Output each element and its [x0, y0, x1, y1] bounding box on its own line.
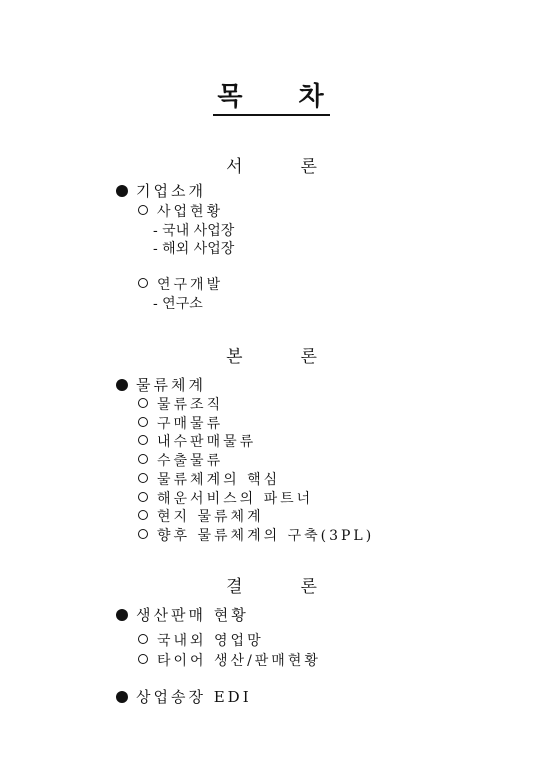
- list-item: 국내외 영업망: [138, 630, 264, 650]
- section-heading-body: 본 론: [226, 347, 317, 367]
- circle-bullet-icon: [138, 454, 148, 464]
- sub-bullet-research: 연구개발: [138, 274, 223, 294]
- filled-bullet-icon: [116, 379, 128, 391]
- circle-bullet-icon: [138, 278, 148, 288]
- list-item: - 연구소: [153, 296, 203, 312]
- list-item: 현지 물류체계: [138, 506, 264, 526]
- circle-bullet-icon: [138, 417, 148, 427]
- sub-bullet-business: 사업현황: [138, 201, 223, 221]
- list-item: 해운서비스의 파트너: [138, 488, 313, 508]
- circle-bullet-icon: [138, 435, 148, 445]
- list-item: 향후 물류체계의 구축(3PL): [138, 525, 374, 545]
- circle-bullet-icon: [138, 492, 148, 502]
- list-item: 타이어 생산/판매현황: [138, 650, 321, 670]
- bullet-sales: 생산판매 현황: [116, 604, 249, 625]
- circle-bullet-icon: [138, 473, 148, 483]
- bullet-logistics: 물류체계: [116, 374, 206, 395]
- filled-bullet-icon: [116, 609, 128, 621]
- circle-bullet-icon: [138, 529, 148, 539]
- circle-bullet-icon: [138, 205, 148, 215]
- title-right: 차: [298, 82, 326, 112]
- bullet-company-label: 기업소개: [136, 182, 206, 200]
- list-item: 구매물류: [138, 413, 223, 433]
- circle-bullet-icon: [138, 510, 148, 520]
- bullet-company: [116, 180, 206, 201]
- list-item: 물류조직: [138, 394, 223, 414]
- section-heading-intro: 서 론: [226, 157, 317, 177]
- list-item: 물류체계의 핵심: [138, 469, 280, 489]
- title-left: 목: [217, 82, 245, 112]
- circle-bullet-icon: [138, 634, 148, 644]
- list-item: - 해외 사업장: [153, 241, 235, 257]
- section-heading-conclusion: 결 론: [226, 577, 317, 597]
- list-item: 내수판매물류: [138, 431, 256, 451]
- circle-bullet-icon: [138, 654, 148, 664]
- filled-bullet-icon: [116, 691, 128, 703]
- list-item: 수출물류: [138, 450, 223, 470]
- bullet-edi: 상업송장 EDI: [116, 686, 252, 707]
- filled-bullet-icon: [116, 185, 128, 197]
- list-item: - 국내 사업장: [153, 223, 235, 239]
- circle-bullet-icon: [138, 398, 148, 408]
- page-title: [0, 76, 543, 113]
